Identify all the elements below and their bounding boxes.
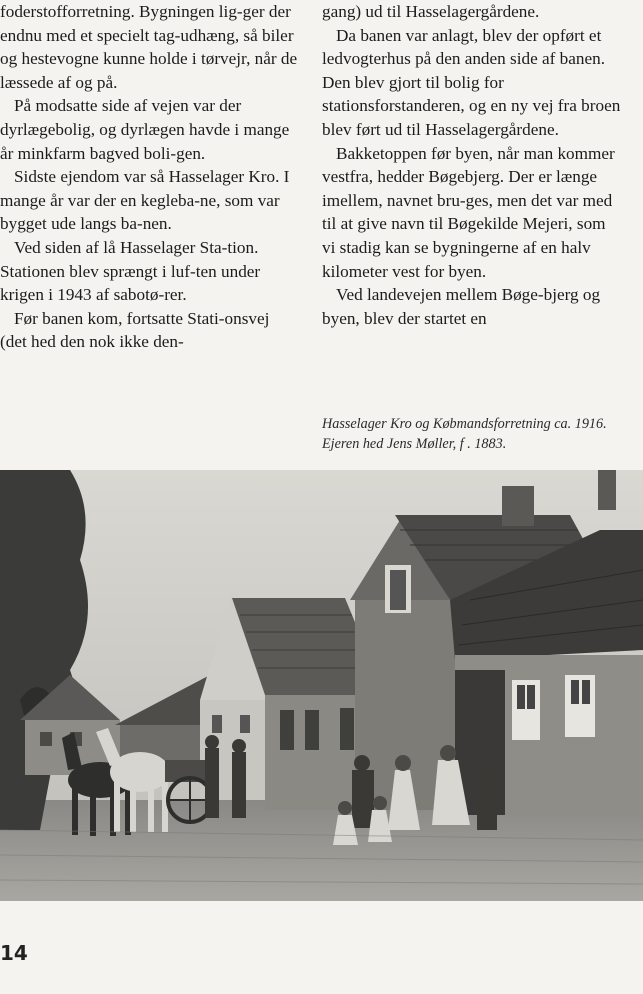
paragraph: gang) ud til Hasselagergårdene. [322,2,540,21]
page-number: 14 [0,941,28,965]
paragraph: Før banen kom, fortsatte Stati-onsvej (det hed den nok ikke den- [0,308,270,352]
left-text-column [0,0,300,354]
historic-photo [0,470,643,901]
paragraph: På modsatte side af vejen var der dyrlægebolig, og dyrlægen havde i mange år minkfarm bagved boli-gen. [0,96,290,163]
paragraph: Ved siden af lå Hasselager Sta-tion. Stationen blev sprængt i luf-ten under krigen i 1943 af sabotø-rer. [0,237,261,305]
paragraph: Ved landevejen mellem Bøge-bjerg og byen, blev der startet en [322,285,601,328]
right-text-column [322,0,622,330]
paragraph: foderstofforretning. Bygningen lig-ger der endnu med et specielt tag-udhæng, så biler og hestevogne kunne holde i tørvejr, når de læssede af og på. [0,2,298,92]
paragraph: Bakketoppen før byen, når man kommer vestfra, hedder Bøgebjerg. Der er længe imellem, navnet bru-ges, men det var med til at give navn til Bøgekilde Mejeri, som vi stadig kan se bygningerne af en halv kilometer vest for byen. [322,143,615,281]
paragraph: Sidste ejendom var så Hasselager Kro. I mange år var der en keglebа-ne, som var bygget ude langs ba-nen. [0,167,290,234]
paragraph: Da banen var anlagt, blev der opført et ledvogterhus på den anden side af banen. Den blev gjort til bolig for stationsforstanderen, og en ny vej fra broen blev ført ud til Hasselagergårdene. [322,25,621,139]
photo-caption: Hasselager Kro og Købmandsforretning ca. 1916. Ejeren hed Jens Møller, f . 1883. [322,416,607,452]
